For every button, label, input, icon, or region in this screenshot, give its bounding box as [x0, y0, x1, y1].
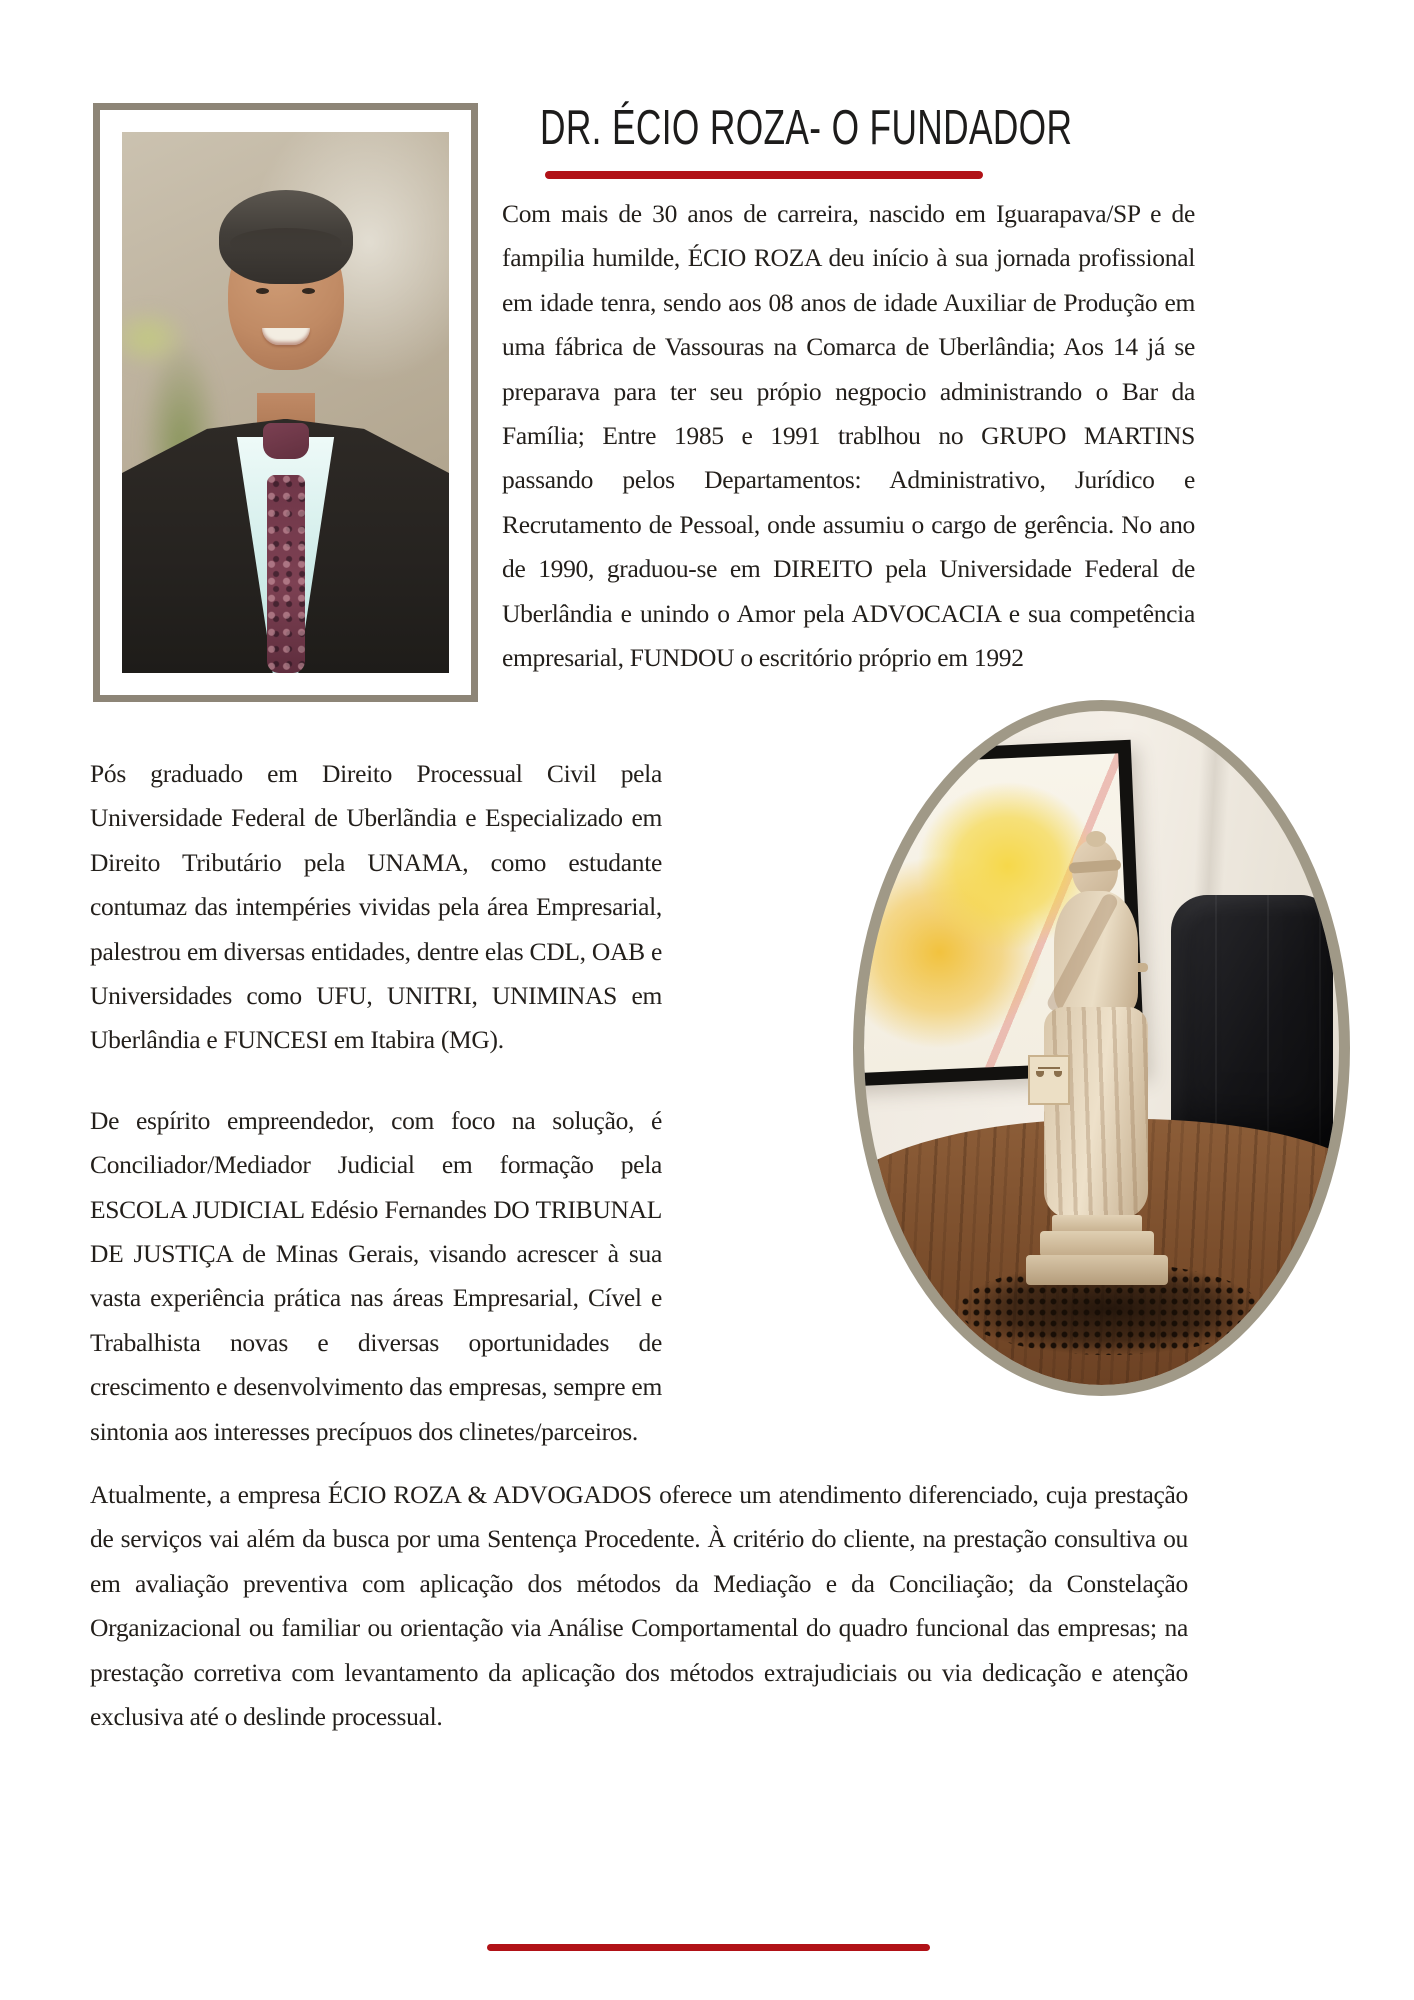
- founder-portrait-frame: [93, 103, 478, 702]
- portrait-tie-knot: [263, 423, 309, 459]
- statue-hair-bun: [1086, 831, 1106, 847]
- statue-base-lower: [1026, 1255, 1168, 1285]
- page-title: [540, 101, 1279, 155]
- bio-paragraph-education: Pós graduado em Direito Processual Civil pela Universidade Federal de Uberlãndia e Especializado em Direito Tributário pela UNAMA, como estudante contumaz das intempéries vividas pela área Empresarial, palestrou em diversas entidades, dentre elas CDL, OAB e Universidades como UFU, UNITRI, UNIMINAS em Uberlândia e FUNCESI em Itabira (MG).: [90, 759, 662, 1055]
- bio-paragraph-mediation: De espírito empreendedor, com foco na solução, é Conciliador/Mediador Judicial em formação pela ESCOLA JUDICIAL Edésio Fernandes DO TRIBUNAL DE JUSTIÇA de Minas Gerais, visando acrescer à sua vasta experiência prática nas áreas Empresarial, Cível e Trabalhista novas e diversas oportunidades de crescimento e desenvolvimento das empresas, sempre em sintonia aos interesses precípuos dos clinetes/parceiros.: [90, 1105, 662, 1446]
- founder-portrait-photo: [122, 132, 449, 673]
- portrait-smile: [262, 328, 310, 345]
- justice-statue: [1012, 839, 1182, 1291]
- title-underline: [545, 171, 983, 179]
- scales-right-pan: [1054, 1071, 1062, 1077]
- scales-bar: [1038, 1067, 1060, 1069]
- closing-paragraph-block: [90, 1473, 1188, 1739]
- scales-left-pan: [1036, 1071, 1044, 1077]
- portrait-tie: [267, 475, 305, 673]
- intro-paragraph-block: [502, 192, 1195, 680]
- justice-statue-photo-oval: [853, 700, 1350, 1396]
- statue-drapery: [1044, 1007, 1148, 1219]
- intro-paragraph: Com mais de 30 anos de carreira, nascido em Iguarapava/SP e de fampilia humilde, ÉCIO ROZA deu início à sua jornada profissional em idade tenra, sendo aos 08 anos de idade Auxiliar de Produção em uma fábrica de Vassouras na Comarca de Uberlândia; Aos 14 já se preparava para ter seu própio negpocio administrando o Bar da Família; Entre 1985 e 1991 trablhou no GRUPO MARTINS passando pelos Departamentos: Administrativo, Jurídico e Recrutamento de Pessoal, onde assumiu o cargo de gerência. No ano de 1990, graduou-se em DIREITO pela Universidade Federal de Uberlândia e unindo o Amor pela ADVOCACIA e sua competência empresarial, FUNDOU o escritório próprio em 1992: [502, 199, 1195, 673]
- bio-column: [90, 752, 662, 1454]
- closing-paragraph: Atualmente, a empresa ÉCIO ROZA & ADVOGADOS oferece um atendimento diferenciado, cuja prestação de serviços vai além da busca por uma Sentença Procedente. À critério do cliente, na prestação consultiva ou em avaliação preventiva com aplicação dos métodos da Mediação e da Conciliação; da Constelação Organizacional ou familiar ou orientação via Análise Comportamental do quadro funcional das empresas; na prestação corretiva com levantamento da aplicação dos métodos extrajudiciais ou via dedicação e atenção exclusiva até o deslinde processual.: [90, 1480, 1188, 1732]
- portrait-eye-right: [302, 288, 315, 294]
- statue-scales-tablet: [1028, 1055, 1070, 1105]
- statue-base-upper: [1040, 1231, 1154, 1257]
- portrait-hairline: [230, 228, 342, 258]
- footer-divider-rule: [487, 1944, 930, 1951]
- portrait-eye-left: [256, 288, 269, 294]
- page-title-text: DR. ÉCIO ROZA- O FUNDADOR: [540, 101, 1073, 155]
